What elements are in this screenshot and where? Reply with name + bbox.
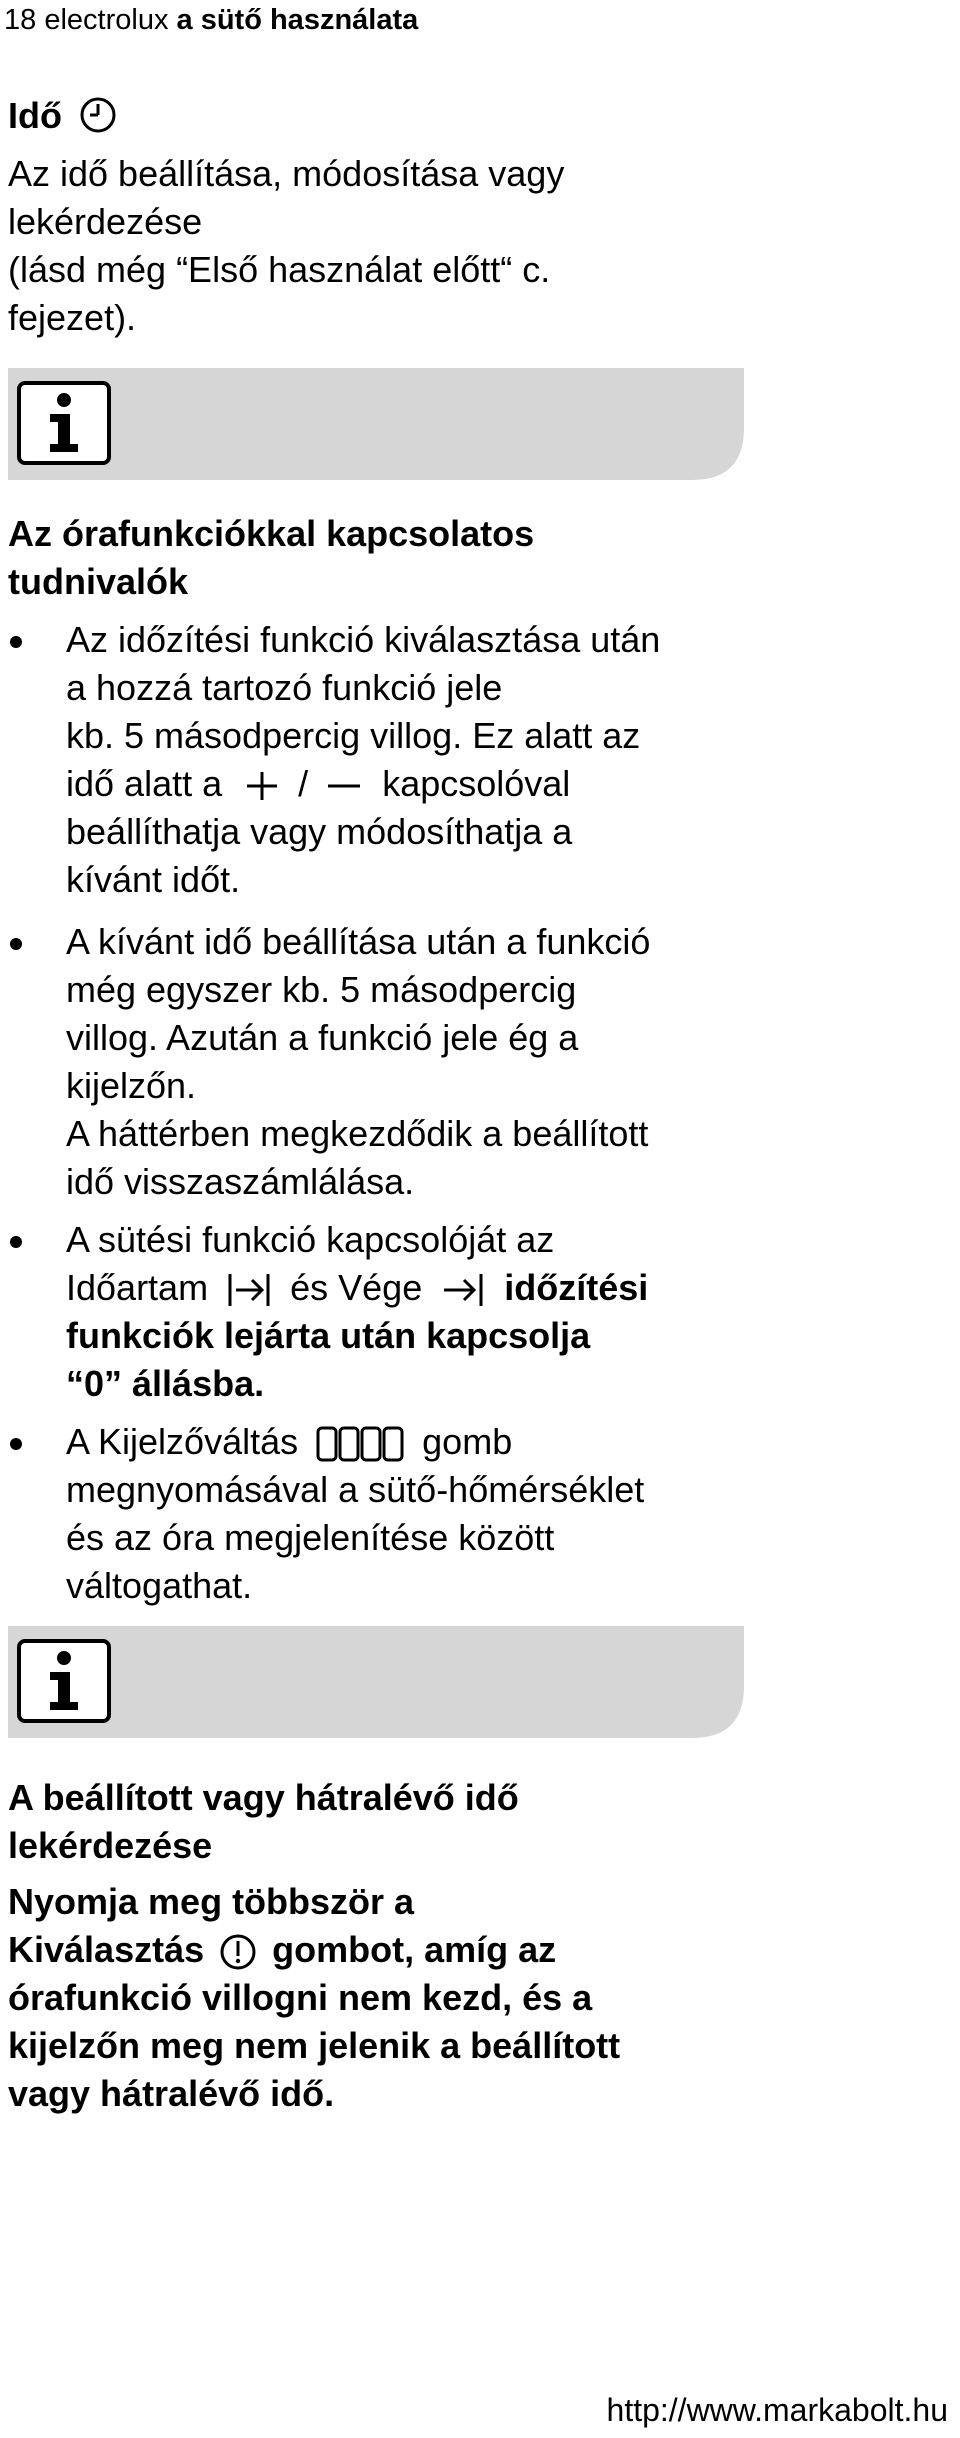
page-header [4, 2, 418, 38]
list-item: A Kijelzőváltás gomb megnyomásával a sütő-hőmérséklet és az óra megjelenítése között váltogathat. [0, 1418, 740, 1610]
section-name: a sütő használata [176, 4, 419, 36]
info-note-bar [8, 1626, 744, 1738]
list-item: Az időzítési funkció kiválasztása után a hozzá tartozó funkció jele kb. 5 másodpercig villog. Ez alatt az idő alatt a / kapcsolóval beállíthatja vagy módosíthatja a kívánt időt. [0, 616, 740, 904]
info-icon [16, 1638, 112, 1724]
time-section-title: Idő [8, 92, 118, 140]
info-icon [16, 380, 112, 466]
minus-icon [324, 769, 364, 803]
info-bar-background [8, 1626, 744, 1738]
bullet-dot [10, 938, 22, 950]
select-clock-icon [218, 1932, 258, 1972]
clock-notes-title: Az órafunkciókkal kapcsolatos tudnivalók [8, 513, 535, 602]
bullet-dot [10, 1236, 22, 1248]
clock-notes-list [0, 616, 740, 1610]
page-number: 18 [4, 4, 37, 36]
duration-icon [226, 1270, 272, 1310]
bullet-dot [10, 636, 22, 648]
time-section-text: Az idő beállítása, módosítása vagy lekérdezése (lásd még “Első használat előtt“ c. fejezet). [8, 153, 565, 338]
footer-url: http://www.markabolt.hu [606, 2392, 948, 2428]
list-item: A kívánt idő beállítása után a funkció még egyszer kb. 5 másodpercig villog. Azután a funkció jele ég a kijelzőn. A háttérben megkezdődik a beállított idő visszaszámlálása. [0, 918, 740, 1206]
plus-icon [242, 769, 282, 803]
info-note-bar [8, 368, 744, 480]
query-section-title: A beállított vagy hátralévő idő lekérdezése [8, 1777, 519, 1866]
list-item: A sütési funkció kapcsolóját az Időartam és Vége időzítési funkciók lejárta után kapcsolja “0” állásba. [0, 1216, 740, 1408]
bullet-dot [10, 1438, 22, 1450]
end-time-icon [440, 1270, 486, 1310]
query-section-text: Nyomja meg többször a Kiválasztás gombot, amíg az órafunkció villogni nem kezd, és a kijelzőn meg nem jelenik a beállított vagy hátralévő idő. [8, 1881, 621, 2114]
brand-name: electrolux [44, 4, 169, 36]
display-digits-icon [316, 1424, 406, 1464]
info-bar-background [8, 368, 744, 480]
clock-icon [78, 95, 118, 135]
